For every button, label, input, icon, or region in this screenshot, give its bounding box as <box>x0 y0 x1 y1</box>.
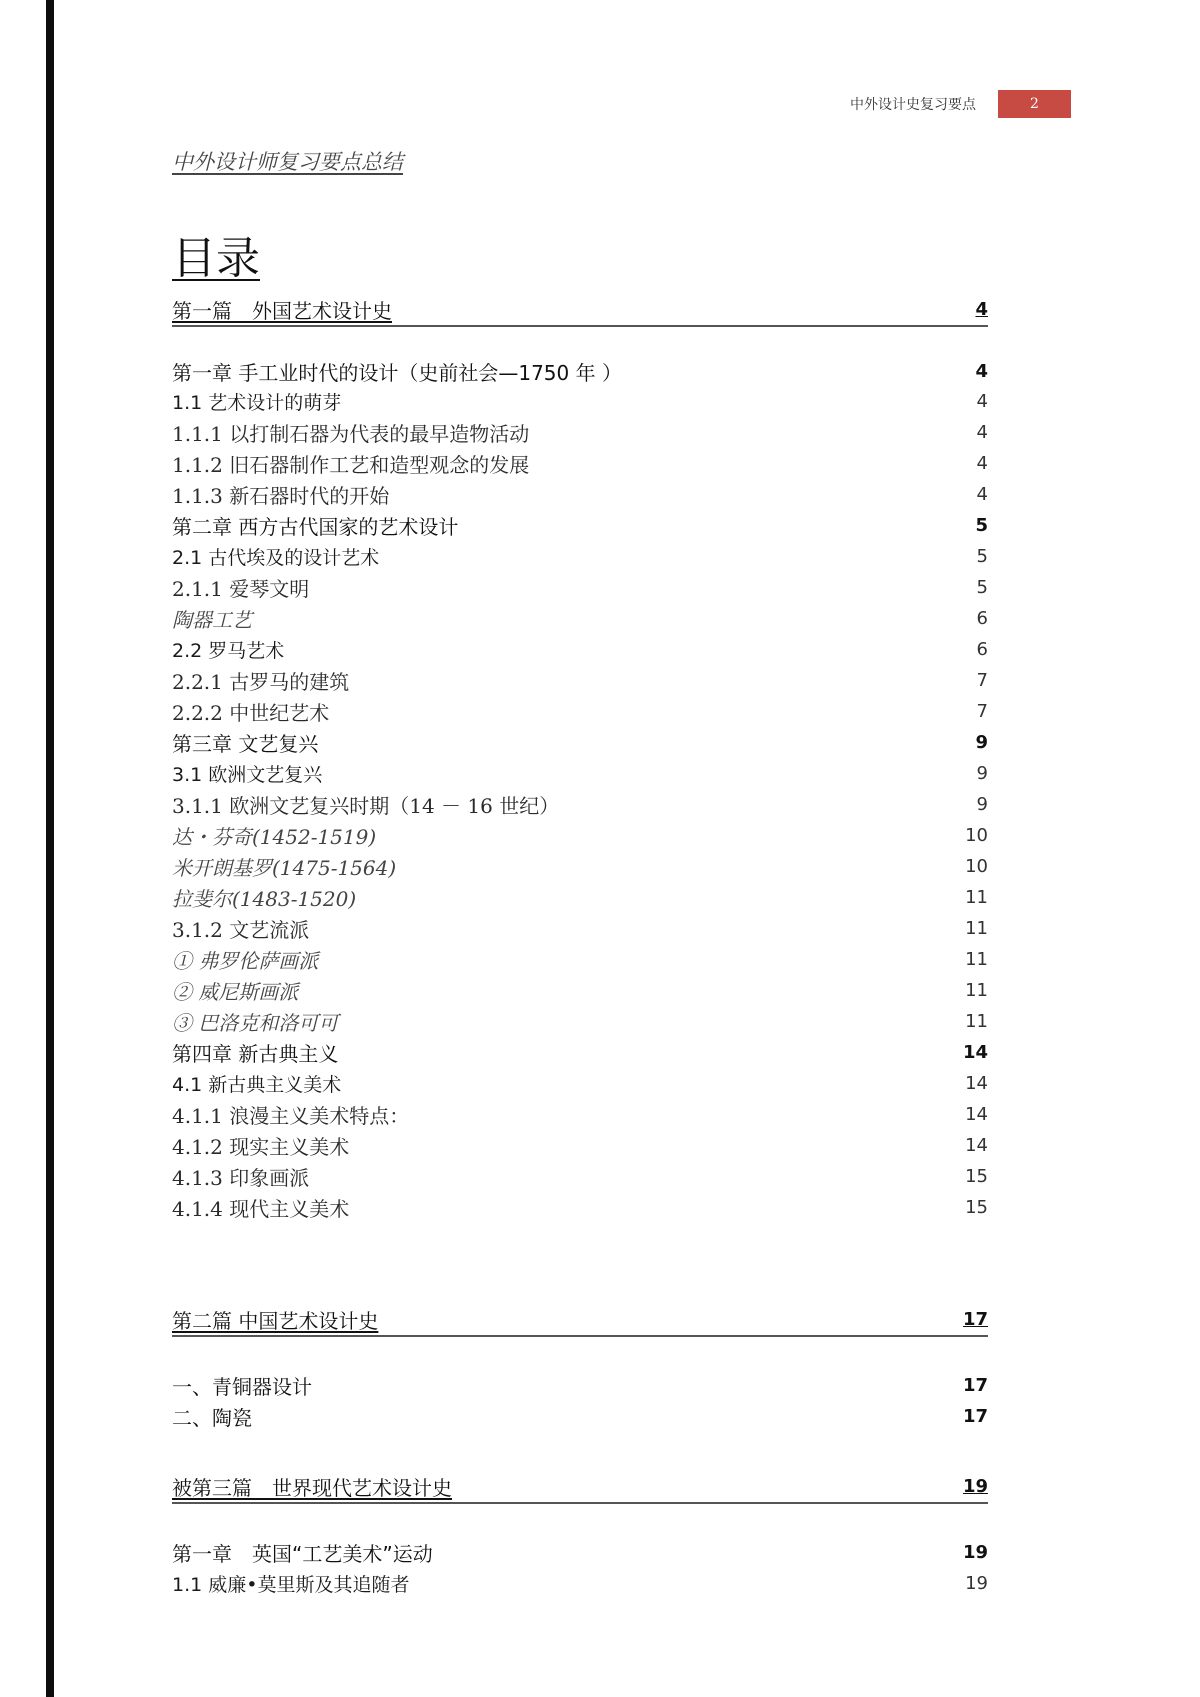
running-title: 中外设计史复习要点 <box>850 97 976 113</box>
toc-entry-part-3[interactable] <box>172 1470 988 1504</box>
toc-entry-page: 19 <box>962 1541 988 1563</box>
toc-entry-page: 11 <box>965 886 988 908</box>
toc-entry-page: 11 <box>965 917 988 939</box>
toc-entry-chapter[interactable] <box>172 1370 988 1400</box>
toc-entry-page: 7 <box>976 700 988 722</box>
toc-entry-page: 11 <box>965 1010 988 1032</box>
page-number-badge: 2 <box>998 90 1071 118</box>
toc-entry-page: 15 <box>965 1165 988 1187</box>
toc-entry-chapter[interactable] <box>172 510 988 540</box>
toc-entry-page: 4 <box>976 483 988 505</box>
toc-entry-label: 第一篇 外国艺术设计史 <box>172 298 392 323</box>
toc-entry-chapter[interactable] <box>172 727 988 757</box>
toc-entry-page: 10 <box>965 855 988 877</box>
toc-entry-label: 第一章 英国“工艺美术”运动 <box>172 1541 433 1566</box>
toc-entry-label: 1.1 威廉•莫里斯及其追随者 <box>172 1573 410 1596</box>
toc-entry-label: ③ 巴洛克和洛可可 <box>172 1010 339 1035</box>
toc-entry-label: 拉斐尔(1483-1520) <box>172 886 357 911</box>
toc-entry-label: 1.1.3 新石器时代的开始 <box>172 483 390 508</box>
toc-entry-topic[interactable] <box>172 882 988 912</box>
toc-entry-page: 4 <box>976 421 988 443</box>
toc-entry-label: 4.1.2 现实主义美术 <box>172 1134 350 1159</box>
toc-entry-subsection[interactable] <box>172 1161 988 1191</box>
toc-entry-label: ① 弗罗伦萨画派 <box>172 948 319 973</box>
toc-entry-subsection[interactable] <box>172 1099 988 1129</box>
toc-entry-subsection[interactable] <box>172 1192 988 1222</box>
toc-entry-label: 1.1.1 以打制石器为代表的最早造物活动 <box>172 421 530 446</box>
toc-entry-page: 4 <box>976 390 988 412</box>
table-of-contents <box>172 0 988 1697</box>
toc-entry-topic[interactable] <box>172 944 988 974</box>
toc-entry-chapter[interactable] <box>172 356 988 386</box>
toc-entry-page: 9 <box>976 762 988 784</box>
toc-entry-label: 第一章 手工业时代的设计（史前社会—1750 年 ） <box>172 360 622 385</box>
toc-entry-section[interactable] <box>172 758 988 788</box>
toc-entry-topic[interactable] <box>172 851 988 881</box>
toc-entry-section[interactable] <box>172 1068 988 1098</box>
toc-entry-subsection[interactable] <box>172 1130 988 1160</box>
toc-entry-chapter[interactable] <box>172 1037 988 1067</box>
toc-entry-label: 4.1.3 印象画派 <box>172 1165 310 1190</box>
toc-entry-label: 陶器工艺 <box>172 607 252 632</box>
toc-entry-label: 3.1.1 欧洲文艺复兴时期（14 － 16 世纪） <box>172 793 560 818</box>
toc-entry-label: ② 威尼斯画派 <box>172 979 299 1004</box>
toc-entry-label: 1.1.2 旧石器制作工艺和造型观念的发展 <box>172 452 530 477</box>
toc-entry-section[interactable] <box>172 541 988 571</box>
toc-entry-chapter[interactable] <box>172 1537 988 1567</box>
toc-entry-label: 4.1.1 浪漫主义美术特点： <box>172 1103 410 1128</box>
toc-entry-page: 17 <box>962 1405 988 1427</box>
toc-entry-page: 14 <box>965 1103 988 1125</box>
toc-entry-section[interactable] <box>172 1568 988 1598</box>
toc-entry-page: 6 <box>976 607 988 629</box>
toc-entry-topic[interactable] <box>172 1006 988 1036</box>
toc-entry-subsection[interactable] <box>172 665 988 695</box>
toc-entry-page: 4 <box>975 298 988 320</box>
toc-entry-subsection[interactable] <box>172 417 988 447</box>
toc-entry-page: 5 <box>975 514 988 536</box>
toc-entry-label: 达・芬奇(1452-1519) <box>172 824 377 849</box>
toc-entry-page: 9 <box>976 793 988 815</box>
toc-entry-subsection[interactable] <box>172 789 988 819</box>
toc-entry-page: 11 <box>965 948 988 970</box>
toc-entry-page: 19 <box>962 1475 988 1497</box>
toc-entry-page: 14 <box>962 1041 988 1063</box>
toc-entry-label: 第二篇 中国艺术设计史 <box>172 1308 379 1333</box>
toc-entry-label: 2.1.1 爱琴文明 <box>172 576 310 601</box>
left-binding-bar <box>46 0 54 1697</box>
toc-entry-page: 4 <box>975 360 988 382</box>
toc-entry-label: 2.2 罗马艺术 <box>172 639 285 662</box>
toc-entry-label: 3.1 欧洲文艺复兴 <box>172 763 323 786</box>
toc-entry-label: 第二章 西方古代国家的艺术设计 <box>172 514 459 539</box>
toc-entry-page: 11 <box>965 979 988 1001</box>
toc-entry-part-1[interactable] <box>172 293 988 327</box>
toc-entry-topic[interactable] <box>172 603 988 633</box>
toc-entry-topic[interactable] <box>172 975 988 1005</box>
toc-entry-section[interactable] <box>172 634 988 664</box>
toc-entry-page: 10 <box>965 824 988 846</box>
toc-entry-page: 17 <box>962 1308 988 1330</box>
toc-entry-label: 3.1.2 文艺流派 <box>172 917 310 942</box>
toc-entry-label: 4.1 新古典主义美术 <box>172 1073 342 1096</box>
toc-entry-page: 5 <box>976 545 988 567</box>
toc-entry-page: 5 <box>976 576 988 598</box>
toc-entry-section[interactable] <box>172 386 988 416</box>
toc-entry-page: 14 <box>965 1072 988 1094</box>
toc-entry-label: 第四章 新古典主义 <box>172 1041 339 1066</box>
toc-entry-page: 7 <box>976 669 988 691</box>
toc-entry-subsection[interactable] <box>172 913 988 943</box>
toc-entry-subsection[interactable] <box>172 696 988 726</box>
toc-entry-label: 米开朗基罗(1475-1564) <box>172 855 397 880</box>
document-subtitle: 中外设计师复习要点总结 <box>172 150 403 174</box>
toc-entry-subsection[interactable] <box>172 448 988 478</box>
toc-entry-page: 6 <box>976 638 988 660</box>
toc-entry-label: 第三章 文艺复兴 <box>172 731 319 756</box>
toc-entry-label: 2.1 古代埃及的设计艺术 <box>172 546 380 569</box>
toc-entry-label: 2.2.1 古罗马的建筑 <box>172 669 350 694</box>
toc-entry-label: 一、青铜器设计 <box>172 1374 312 1399</box>
toc-entry-label: 2.2.2 中世纪艺术 <box>172 700 330 725</box>
toc-entry-label: 被第三篇 世界现代艺术设计史 <box>172 1475 452 1500</box>
toc-entry-page: 17 <box>962 1374 988 1396</box>
toc-entry-page: 14 <box>965 1134 988 1156</box>
toc-entry-page: 4 <box>976 452 988 474</box>
toc-entry-page: 9 <box>975 731 988 753</box>
toc-entry-topic[interactable] <box>172 820 988 850</box>
toc-entry-label: 1.1 艺术设计的萌芽 <box>172 391 342 414</box>
toc-entry-subsection[interactable] <box>172 572 988 602</box>
toc-entry-subsection[interactable] <box>172 479 988 509</box>
toc-entry-label: 二、陶瓷 <box>172 1405 252 1430</box>
toc-title: 目录 <box>172 233 260 284</box>
toc-entry-page: 19 <box>965 1572 988 1594</box>
toc-entry-label: 4.1.4 现代主义美术 <box>172 1196 350 1221</box>
toc-entry-chapter[interactable] <box>172 1401 988 1431</box>
toc-entry-part-2[interactable] <box>172 1303 988 1337</box>
toc-entry-page: 15 <box>965 1196 988 1218</box>
